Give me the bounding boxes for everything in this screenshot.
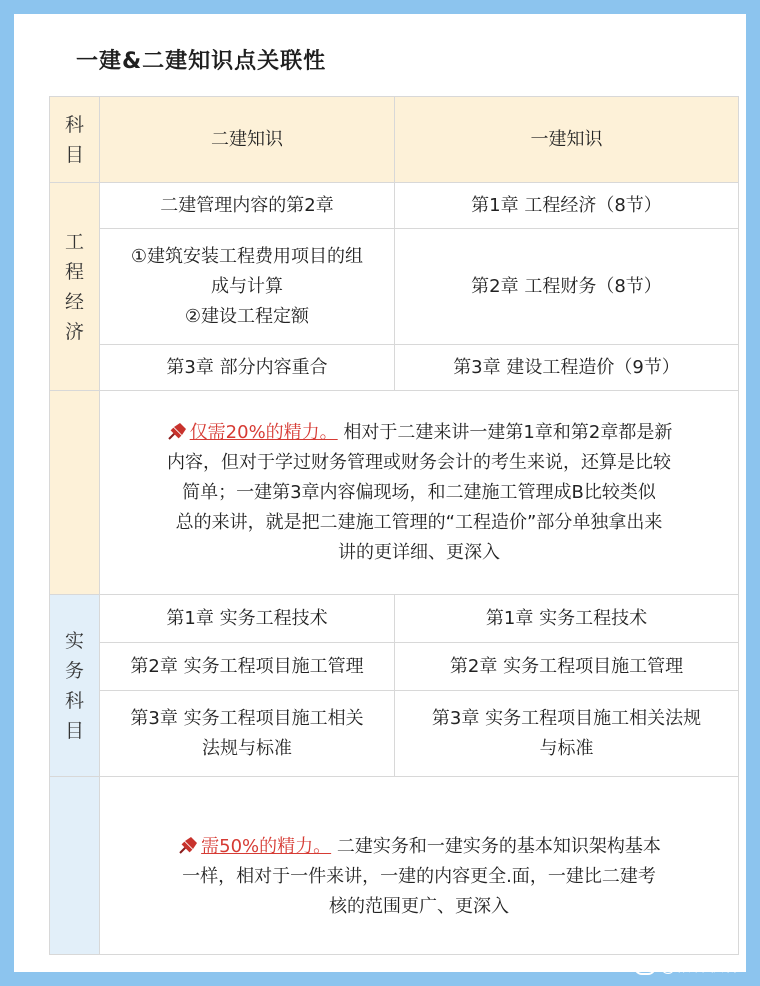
table-row bbox=[50, 229, 739, 345]
section-label-economy: 工 程 经 济 bbox=[50, 183, 100, 391]
note-row bbox=[50, 777, 739, 955]
highlight-text: 需50%的精力。 bbox=[201, 835, 332, 857]
header-row bbox=[50, 97, 739, 183]
cell-er: 第3章 部分内容重合 bbox=[100, 345, 395, 391]
section-label-practice: 实 务 科 目 bbox=[50, 595, 100, 777]
cell-er: 第3章 实务工程项目施工相关 法规与标准 bbox=[100, 691, 395, 777]
subject-header bbox=[50, 97, 100, 183]
table-row bbox=[50, 691, 739, 777]
comparison-table bbox=[49, 96, 739, 955]
watermark-logo-icon bbox=[634, 955, 656, 975]
table-row bbox=[50, 183, 739, 229]
economy-note: 仅需20%的精力。 相对于二建来讲一建第1章和第2章都是新 内容，但对于学过财务管理或财务会计的考生来说，还算是比较 简单；一建第3章内容偏现场，和二建施工管理成B比较类似 总的来讲，就是把二建施工管理的“工程造价”部分单独拿出来 讲的更详细、更深入 bbox=[100, 391, 739, 595]
highlight-text: 仅需20%的精力。 bbox=[189, 421, 338, 443]
cell-er: ①建筑安装工程费用项目的组 成与计算 ②建设工程定额 bbox=[100, 229, 395, 345]
watermark bbox=[634, 953, 740, 976]
cell-er: 二建管理内容的第2章 bbox=[100, 183, 395, 229]
table-row bbox=[50, 595, 739, 643]
cell-yi: 第1章 实务工程技术 bbox=[395, 595, 739, 643]
yi-header: 一建知识 bbox=[395, 97, 739, 183]
content-card bbox=[14, 14, 746, 972]
cell-yi: 第3章 建设工程造价（9节） bbox=[395, 345, 739, 391]
cell-er: 第2章 实务工程项目施工管理 bbox=[100, 643, 395, 691]
page-title: 一建&二建知识点关联性 bbox=[76, 49, 327, 74]
cell-yi: 第3章 实务工程项目施工相关法规 与标准 bbox=[395, 691, 739, 777]
cell-yi: 第2章 实务工程项目施工管理 bbox=[395, 643, 739, 691]
practice-note: 需50%的精力。 二建实务和一建实务的基本知识架构基本 一样，相对于一件来讲，一建的内容更全.面，一建比二建考 核的范围更广、更深入 bbox=[100, 777, 739, 955]
watermark-text: @佑森教育 bbox=[659, 956, 740, 975]
cell-yi: 第1章 工程经济（8节） bbox=[395, 183, 739, 229]
er-header: 二建知识 bbox=[100, 97, 395, 183]
table-row bbox=[50, 345, 739, 391]
cell-er: 第1章 实务工程技术 bbox=[100, 595, 395, 643]
note-row bbox=[50, 391, 739, 595]
pushpin-icon bbox=[177, 835, 199, 855]
cell-yi: 第2章 工程财务（8节） bbox=[395, 229, 739, 345]
table-row bbox=[50, 643, 739, 691]
pushpin-icon bbox=[166, 421, 188, 441]
subject-header-text: 科目 bbox=[64, 113, 84, 166]
